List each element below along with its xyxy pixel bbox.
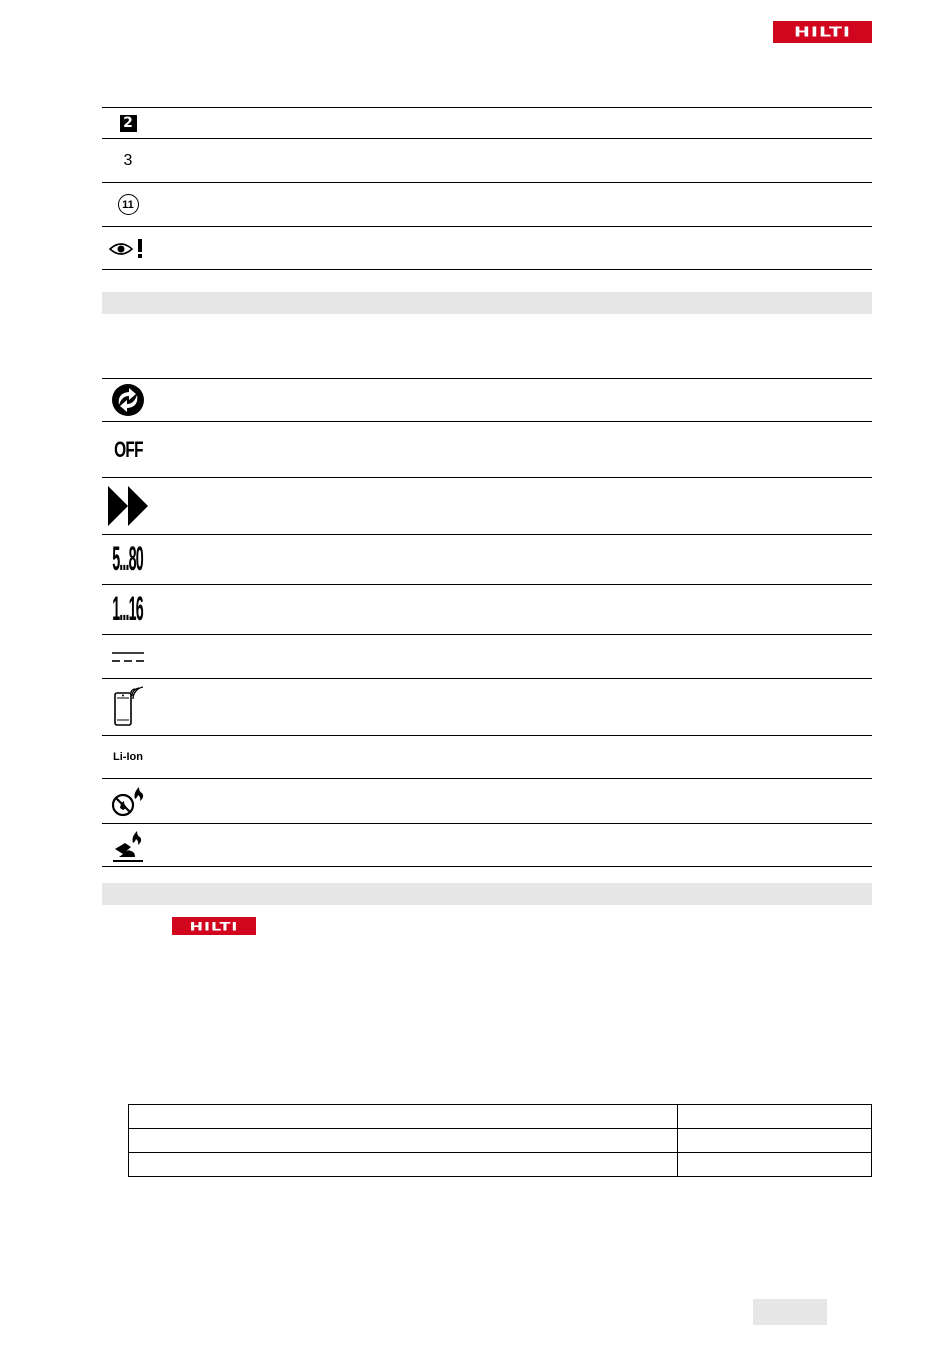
table-cell: [129, 1105, 678, 1129]
page-label: [753, 1305, 761, 1319]
hilti-logo-inline: [172, 917, 256, 935]
hilti-logo-text: HILTI: [794, 24, 851, 40]
table-cell: [129, 1153, 678, 1177]
table-row: [102, 379, 872, 422]
table-row: [102, 585, 872, 635]
section-heading-bar: [102, 292, 872, 314]
number-3-icon: 3: [123, 151, 133, 169]
no-fire-icon: [102, 783, 154, 819]
table-row: [102, 422, 872, 478]
table-cell: [678, 1105, 872, 1129]
section-title: [102, 886, 108, 901]
section-title: [102, 295, 108, 310]
table-row: [129, 1153, 872, 1177]
li-ion-text-icon: Li-Ion: [113, 751, 143, 763]
table-cell: [129, 1129, 678, 1153]
fast-forward-icon: [102, 486, 154, 526]
circled-11-icon: 11: [102, 194, 154, 215]
table-row: [129, 1129, 872, 1153]
battery-fire-icon: [102, 827, 154, 863]
table-row: [102, 779, 872, 824]
table-row: [102, 183, 872, 227]
table-cell: [678, 1153, 872, 1177]
hilti-logo-text: HILTI: [189, 919, 239, 933]
hilti-logo: [773, 21, 872, 43]
range-1-16-icon: 1...16: [112, 590, 144, 628]
table-row: [102, 478, 872, 535]
off-text-icon: OFF: [113, 436, 143, 462]
range-5-80-icon: 5...80: [112, 540, 144, 578]
symbol-table-2: [102, 378, 872, 867]
recycle-circle-icon: [102, 383, 154, 417]
number-box-2-icon: 2: [102, 115, 154, 132]
table-row: [102, 679, 872, 736]
page-number-tab: [753, 1299, 827, 1325]
direct-current-icon: [102, 650, 154, 664]
table-row: [102, 227, 872, 270]
table-row: [102, 824, 872, 867]
eye-warning-icon: [102, 237, 154, 259]
symbol-table-1: [102, 107, 872, 270]
table-row: [102, 736, 872, 779]
product-identification-table: [128, 1104, 872, 1177]
table-row: [102, 139, 872, 183]
table-row: [102, 635, 872, 679]
table-row: [129, 1105, 872, 1129]
section-heading-bar: [102, 883, 872, 905]
table-row: [102, 108, 872, 139]
smartphone-wireless-icon: [102, 685, 154, 729]
table-cell: [678, 1129, 872, 1153]
table-row: [102, 535, 872, 585]
